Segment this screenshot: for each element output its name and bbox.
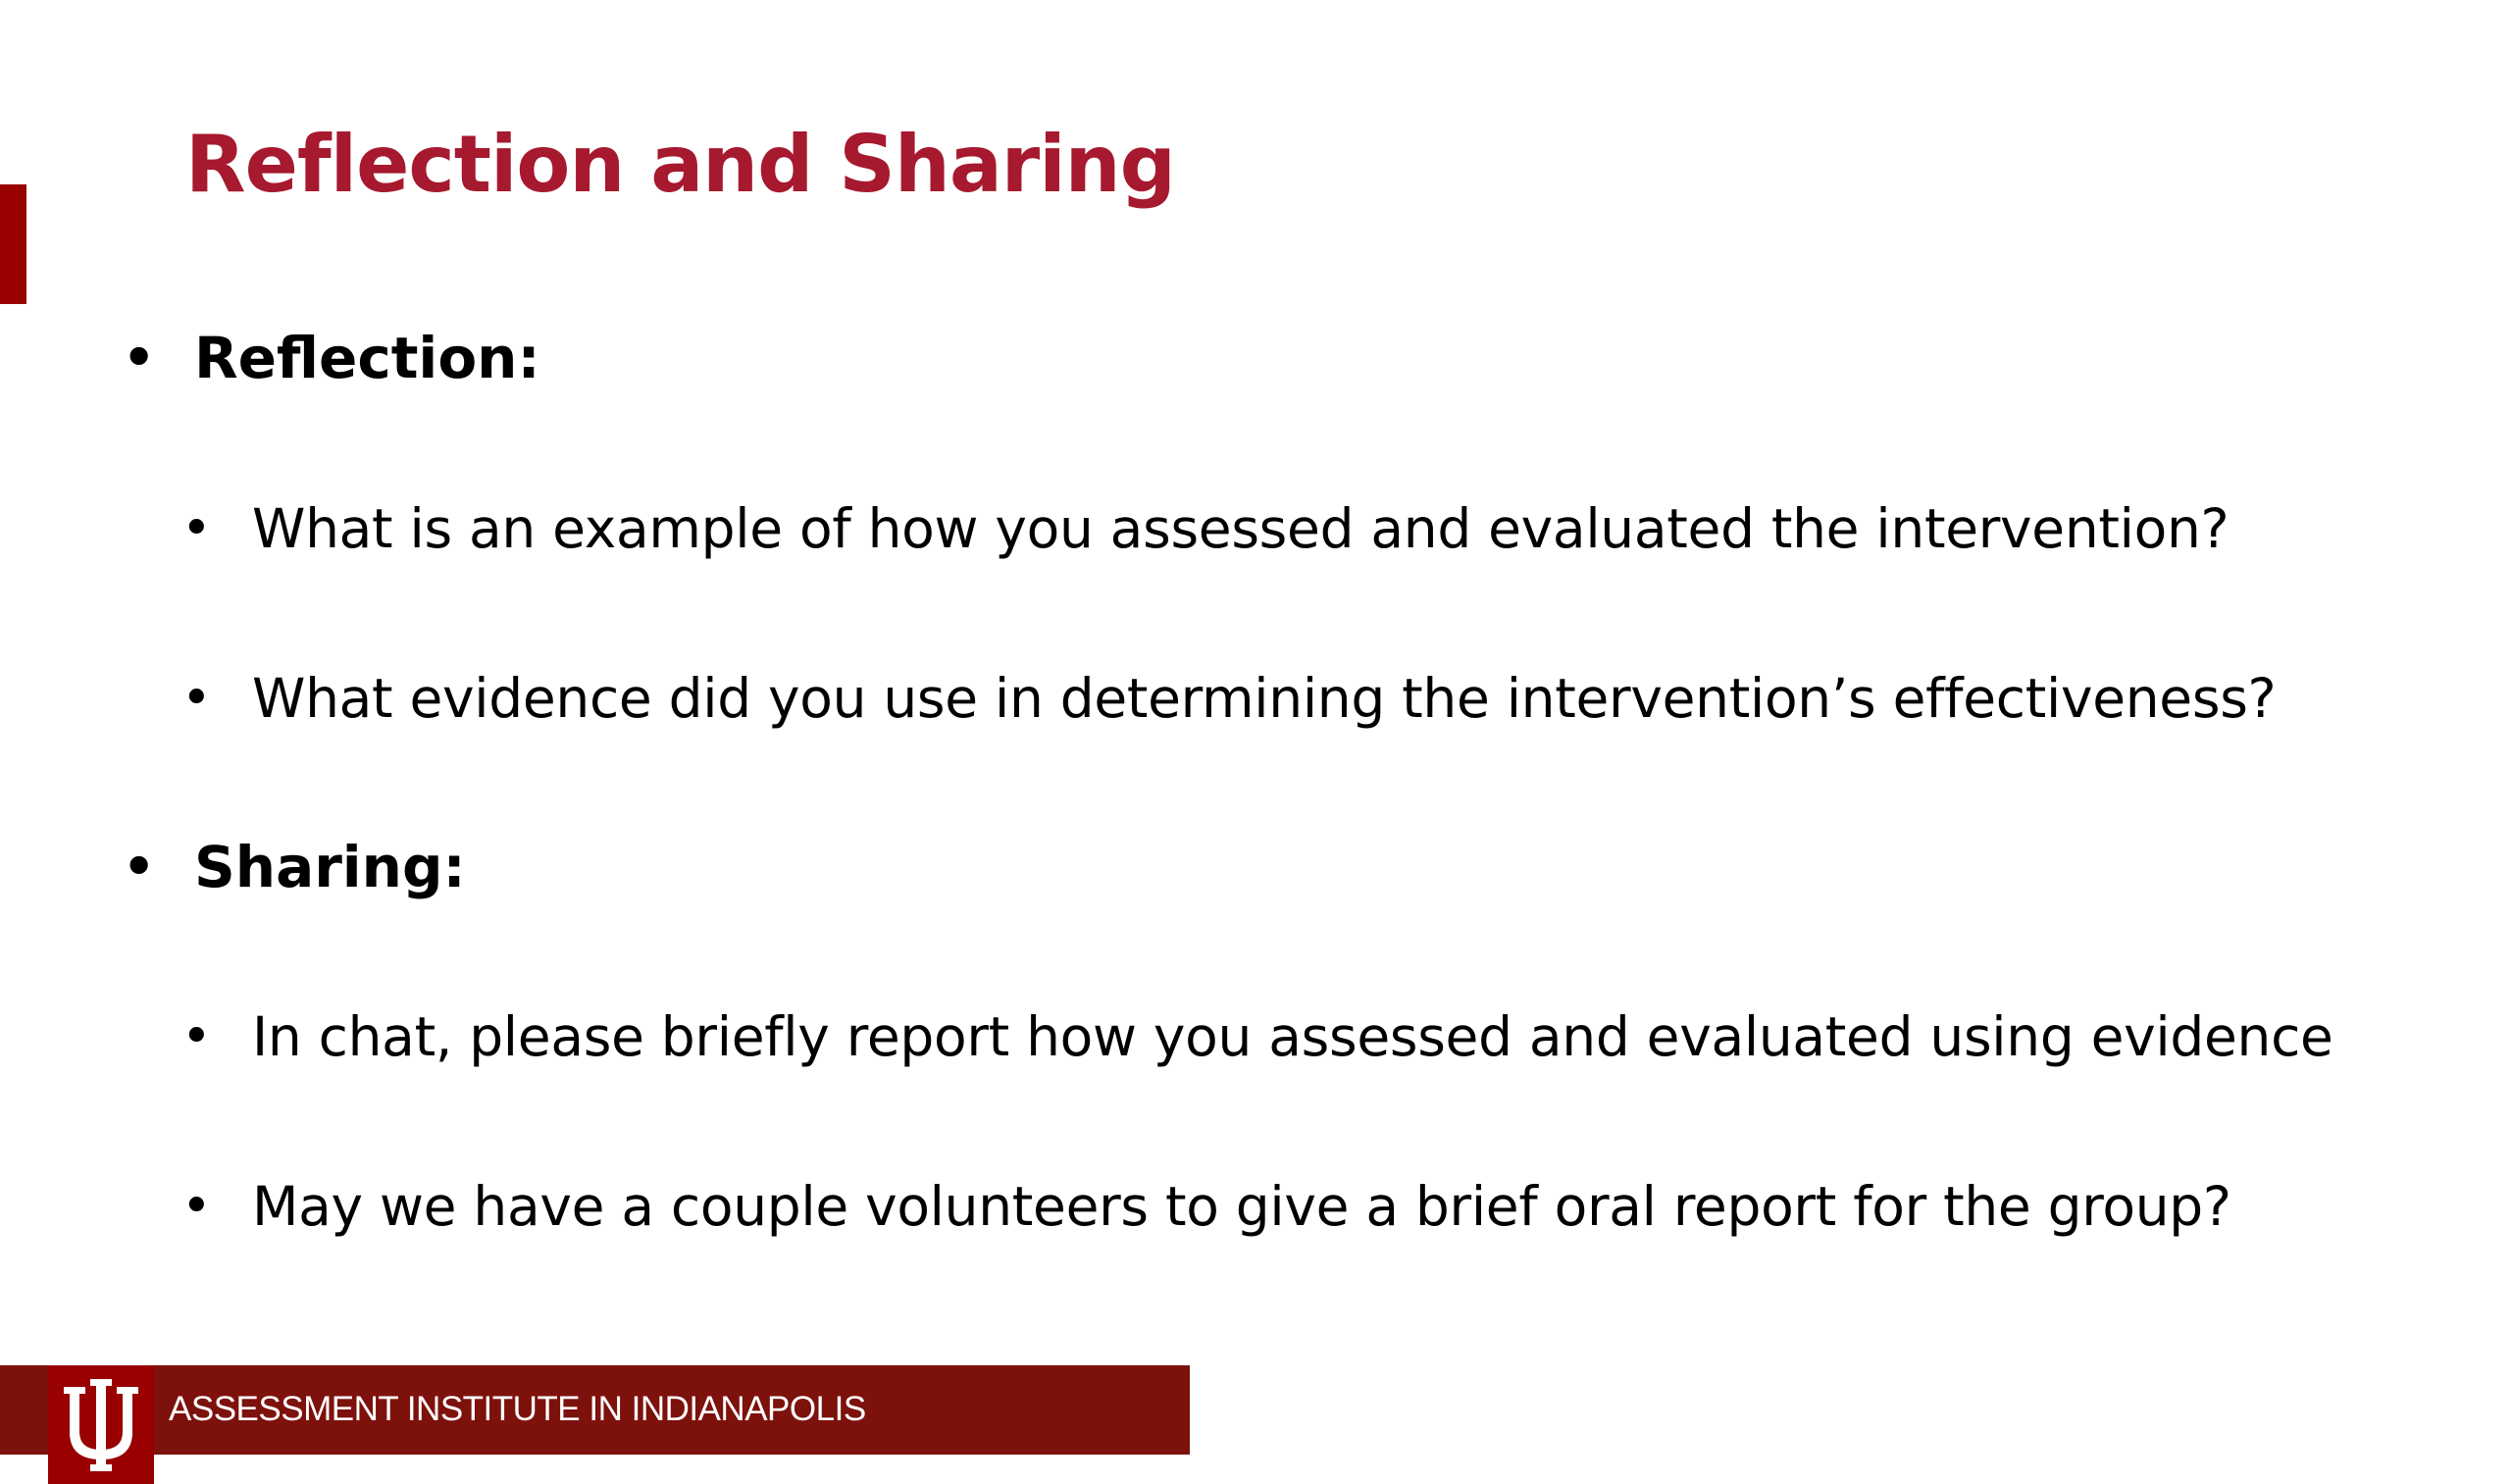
bullet-dot-icon: • [123,838,156,896]
bullet-text: What is an example of how you assessed and evaluated the intervention? [252,497,2229,560]
bullet-text: What evidence did you use in determining the intervention’s effectiveness? [252,667,2277,730]
bullet-text: May we have a couple volunteers to give a brief oral report for the group? [252,1175,2231,1238]
iu-trident-logo-icon [48,1365,154,1484]
sub-bullet-evidence [181,659,2277,738]
bullet-dot-icon: • [181,669,212,728]
footer-institution-name: ASSESSMENT INSTITUTE IN INDIANAPOLIS [169,1390,866,1428]
bullet-text: Sharing: [194,834,466,900]
slide-title: Reflection and Sharing [185,119,1175,210]
bullet-dot-icon: • [181,499,212,558]
sub-bullet-assessment-example [181,489,2229,568]
bullet-text: Reflection: [194,325,540,391]
bullet-text: In chat, please briefly report how you assessed and evaluated using evidence [252,1005,2333,1068]
bullet-sharing [123,828,466,906]
bullet-dot-icon: • [123,329,156,387]
sub-bullet-volunteers [181,1167,2231,1246]
bullet-dot-icon: • [181,1007,212,1066]
sub-bullet-chat-report [181,998,2333,1076]
bullet-dot-icon: • [181,1177,212,1236]
bullet-reflection [123,319,540,397]
